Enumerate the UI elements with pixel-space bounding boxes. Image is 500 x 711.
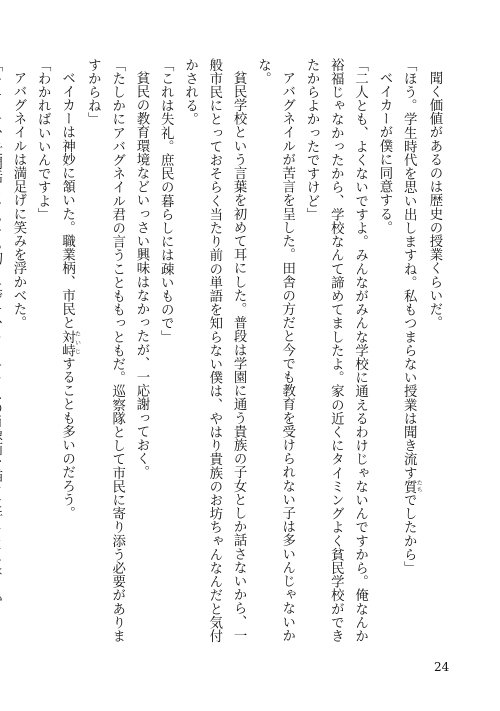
paragraph <box>0 58 6 648</box>
paragraph: ベイカーが僕に同意する。 <box>376 71 392 235</box>
paragraph: 貧民学校という言葉を初めて耳にした。普段は学園に通う貴族の子女としか話さないから、一般市民にとっておそらく当たり前の単語を知らない僕は、やはり貴族のお坊ちゃんなんだと気付かされる。 <box>182 58 247 643</box>
paragraph: 「これは失礼。庶民の暮らしには疎いもので」 <box>158 58 174 344</box>
page-number: 24 <box>434 660 450 674</box>
paragraph: アバグネイルは満足げに笑みを浮かべた。 <box>10 71 26 330</box>
paragraph: ベイカーは神妙に頷いた。職業柄、市民と対峙 たいじすることも多いのだろう。 <box>59 71 81 521</box>
ruby-reading: たち <box>415 479 423 494</box>
paragraph: 「たしかにアバグネイル君の言うことももっともだ。巡察隊として市民に寄り添う必要がありますからね」 <box>85 58 125 643</box>
ruby-reading: たいじ <box>73 329 81 357</box>
paragraph: 貧民の教育環境などいっさい興味はなかったが、一応謝っておく。 <box>133 71 149 480</box>
ruby-annotation: 対峙 たいじ <box>59 329 81 357</box>
vertical-text-body <box>10 58 446 648</box>
paragraph: アバグネイルが苦言を呈した。田舎の方だと今でも教育を受けられない子は多いんじゃないかな。 <box>255 58 295 643</box>
paragraph: 「二人とも、よくないですよ。みんながみんな学校に通えるわけじゃないんですから。俺なんか裕福じゃなかったから、学校なんて諦めてましたよ。家の近くにタイミングよく貧民学校ができたからよかったですけど」 <box>304 58 368 643</box>
paragraph: 「ほう。学生時代を思い出しますね。私もつまらない授業は聞き流す質 たちでしたから」 <box>401 58 423 575</box>
ruby-annotation: 質 たち <box>401 479 423 494</box>
paragraph: 「わかればいいんですよ」 <box>35 58 51 222</box>
paragraph: 聞く価値があるのは歴史の授業くらいだ。 <box>427 71 442 330</box>
